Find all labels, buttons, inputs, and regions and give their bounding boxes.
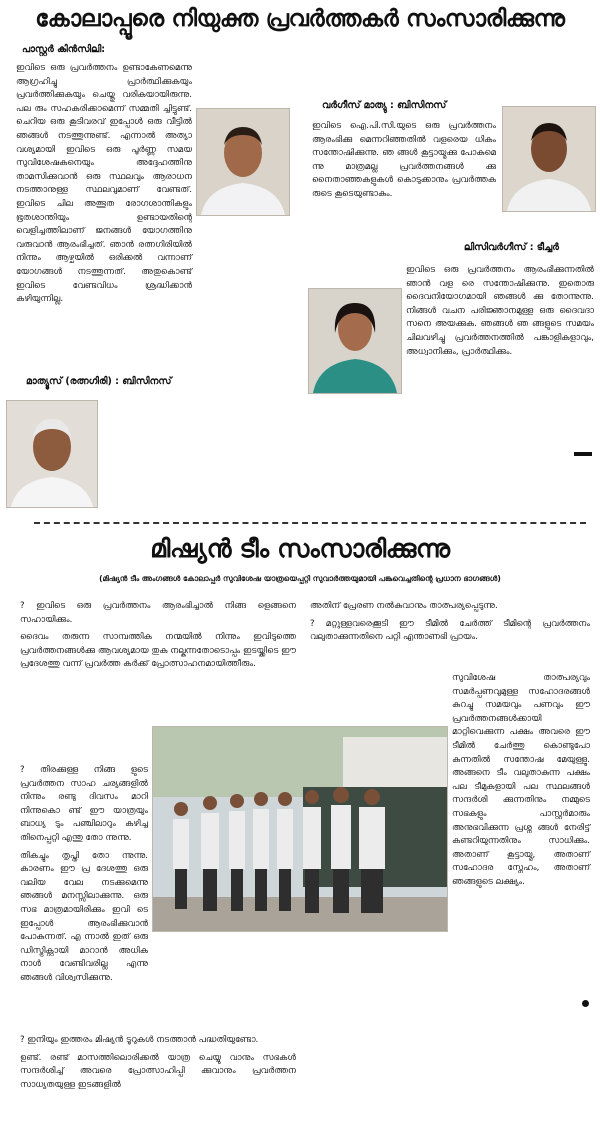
speaker-photo	[196, 108, 290, 216]
speaker-1-text-top	[16, 62, 192, 307]
speaker-name: ലിസിവർഗീസ് : ടീച്ചർ	[464, 242, 559, 253]
interview-paragraph: ദൈവം തരുന്ന സാമ്പത്തിക നന്മയിൽ നിന്നും ഇവിടുത്തെ പ്രവർത്തനങ്ങൾക്കു ആവശ്യമായ തുക നല്കുന്നതോടൊപ്പം ഇടയ്ക്കിടെ ഈ പ്രദേശത്തു വന്ന് പ്രവർത്ത കർക്ക് പ്രോത്സാഹനമായിത്തീരും.	[20, 632, 296, 670]
man-portrait-icon	[197, 109, 289, 215]
interview-paragraph: ? ഇവിടെ ഒരു പ്രവർത്തനം ആരംഭിച്ചാൽ നിങ്ങ ളെങ്ങനെ സഹായിക്കും.	[20, 601, 296, 625]
speaker-name: പാസ്റ്റർ കിൻസിലി:	[22, 44, 106, 55]
interview-paragraph: ഉണ്ട്. രണ്ട് മാസത്തിലൊരിക്കൽ യാത്ര ചെയ്യു വാനും സഭകൾ സന്ദർശിച്ച് അവരെ പ്രോത്സാഹിപ്പി ക്കുവാനും പ്രവർത്തന സാധ്യതയുള്ള ഇടങ്ങളിൽ	[20, 1052, 296, 1090]
interview-right-column	[310, 600, 590, 645]
team-photo	[152, 726, 448, 932]
top-headline: കോലാപ്പൂരെ നിയുക്ത പ്രവർത്തകർ സംസാരിക്കുന്നു	[35, 6, 565, 32]
article-end-mark	[574, 452, 592, 456]
woman-portrait-icon	[309, 289, 401, 393]
speaker-3-text	[312, 120, 496, 202]
interview-paragraph: ? തിരക്കുള്ള നിങ്ങ ളുടെ പ്രവർത്തന സാഹ ചര്യങ്ങളിൽ നിന്നും രണ്ടു ദിവസം മാറി നിന്നുകൊ ണ്ട് ഈ യാത്രയും ബാധ്യ ടും പഞ്ചിലാറും കഴിച്ച തിനെപ്പറ്റി എന്തു തോ ന്നുന്നു.	[20, 765, 148, 843]
interview-paragraph: ? മറ്റുള്ളവരെക്കൂടി ഈ ടീമിൽ ചേർത്ത് ടീമിന്റെ പ്രവർത്തനം വലുതാക്കുന്നതിനെ പറ്റി എന്താണഭി പ്രായം.	[310, 618, 590, 643]
elderly-man-portrait-icon	[7, 401, 97, 507]
team-group-photo-icon	[153, 727, 447, 931]
section-divider	[34, 522, 586, 524]
interview-left-column-narrow	[20, 764, 148, 986]
speaker-name: മാത്യൂസ് (രത്നഗിരി) : ബിസിനസ്	[26, 376, 172, 387]
speaker-photo	[6, 400, 98, 508]
article-end-dot	[582, 1000, 589, 1007]
interview-left-column-bottom	[20, 1034, 296, 1092]
speaker-paragraph: ഇവിടെ ഒരു പ്രവർത്തനം ഉണ്ടാകേണമെന്നു ആഗ്രഹിച്ചു പ്രാർത്ഥിക്കുകയും പ്രവർത്തിക്കുകയും ചെയ്തു വരികയായിരുന്നു. പല രും സഹകരിക്കാമെന്ന് സമ്മതി ച്ചിട്ടുണ്ട്. ചെറിയ ഒരു കൂടിവരവ് ഇപ്പോൾ ഒരു വീട്ടിൽ ഞങ്ങൾ നടത്തുന്നുണ്ട്. എന്നാൽ അത്യാ വശ്യമായി ഇവിടെ ഒരു പൂർണ്ണ സമയ സുവിശേഷകനെയും അദ്ദേഹത്തിനു താമസിക്കുവാൻ ഒരു സ്ഥലവും ആരാധന നടത്താനുള്ള സ്ഥലവുമാണ് വേണ്ടത്. ഇവിടെ ചില അത്ഭുത രോഗശാന്തികളും ഭൂതശാന്തിയും ഉണ്ടായതിന്റെ വെളിച്ചത്തിലാണ് ജനങ്ങൾ യോഗത്തിനു വരുവാൻ ആരംഭിച്ചത്. ഞാൻ രത്നഗിരിയിൽ നിന്നും ആഴ്ചയിൽ ഒരിക്കൽ വന്നാണ് യോഗങ്ങൾ നടത്തുന്നത്. അതുകൊണ്ട് ഇവിടെ വേണ്ടവിധം ശ്രദ്ധിക്കാൻ കഴിയുന്നില്ല.	[16, 63, 192, 305]
speaker-paragraph: ഇവിടെ ഐ.പി.സി.യുടെ ഒരു പ്രവർത്തനം ആരംഭിക്കു മെന്നറിഞ്ഞതിൽ വളരെയ ധികം സന്തോഷിക്കുന്നു. ഞ ങ്ങൾ കൂട്ടായ്മക്കു പോകുമെ ന്നു മാത്രമല്ല പ്രവർത്തനങ്ങൾ ക്കു നൈതാഞ്ഞകളുകൾ കൊടുക്കാനും പ്രവർത്തക രുടെ കൂടെയുണ്ടാകും.	[312, 121, 496, 199]
speaker-name: വർഗീസ് മാത്യു : ബിസിനസ്	[322, 100, 447, 111]
interview-right-column-narrow	[452, 672, 590, 890]
interview-left-column	[20, 600, 296, 672]
speaker-photo	[308, 288, 402, 394]
speaker-4-text	[406, 264, 594, 359]
subheadline: (മിഷ്യൻ ടീം അംഗങ്ങൾ കോലാപ്പൂർ സുവിശേഷ യാത്രയെപ്പറ്റി സുവാർത്തയുമായി പങ്കുവെച്ചതിന്റെ പ്രധാന ഭാഗങ്ങൾ)	[99, 574, 501, 583]
bottom-headline: മിഷ്യൻ ടീം സംസാരിക്കുന്നു	[150, 534, 450, 563]
interview-paragraph: ? ഇനിയും ഇത്തരം മിഷ്യൻ ടൂറുകൾ നടത്താൻ പദ്ധതിയുണ്ടോ.	[20, 1035, 259, 1045]
speaker-photo	[502, 106, 596, 212]
man-portrait-icon	[503, 107, 595, 211]
interview-paragraph: സുവിശേഷ താത്പര്യവും സമർപ്പണവുമുള്ള സഹോദരങ്ങൾ കുറച്ചു സമയവും പണവും ഈ പ്രവർത്തനങ്ങൾക്കായി മാറ്റിവെക്കുന്ന പക്ഷം അവരെ ഈ ടീമിൽ ചേർത്തു കൊണ്ടുപോ കുന്നതിൽ സന്തോഷ മേയുള്ളു. അങ്ങനെ ടീം വലുതാകുന്ന പക്ഷം പല ടീമുകളായി പല സ്ഥലങ്ങൾ സന്ദർശി ക്കുന്നതിനും നമ്മുടെ സഭകളും പാസ്റ്റർമാരും അനുഭവിക്കുന്ന പ്രശ്ന ങ്ങൾ നേരിട്ട് കണ്ടറിയുന്നതിനും സാധിക്കും. അതാണ് കൂട്ടായ്മ, അതാണ് സഹോദര സ്നേഹം, അതാണ് ഞങ്ങളുടെ ലക്ഷ്യം.	[452, 673, 590, 887]
speaker-paragraph: ഇവിടെ ഒരു പ്രവർത്തനം ആരംഭിക്കുന്നതിൽ ഞാൻ വള രെ സന്തോഷിക്കുന്നു. ഇതൊരു ദൈവനിയോഗമായി ഞങ്ങൾ ക്കു തോന്നുന്നു. നിങ്ങൾ വചന പരിജ്ഞാനമുള്ള ഒരു ദൈവദാ സനെ അയക്കുക. ഞങ്ങൾ ഞ ങ്ങളുടെ സമയം ചിലവഴിച്ചു പ്രവർത്തനത്തിൽ പങ്കാളികളാവും, അധ്വാനിക്കും, പ്രാർത്ഥിക്കും.	[406, 265, 594, 357]
interview-paragraph: തികച്ചും തൃപ്തി തോ ന്നുന്നു. കാരണം ഈ പ്ര ദേശത്തു ഒരു വലിയ വേല നടക്കുമെന്നു ഞങ്ങൾ മനസ്സിലാക്കുന്നു. ഒരു സഭ മാത്രമായിരിക്കും ഇവി ടെ ഇപ്പോൾ ആരംഭിക്കുവാൻ പോകുന്നത്. എ ന്നാൽ ഇത് ഒരു ഡിസ്ട്രിക്റ്റായി മാറാൻ അധിക നാൾ വേണ്ടിവരില്ല എന്നു ഞങ്ങൾ വിശ്വസിക്കുന്നു.	[20, 850, 148, 983]
interview-paragraph: അതിന് പ്രേരണ നൽകുവാനും താത്പര്യപ്പെടുന്നു.	[310, 601, 498, 611]
